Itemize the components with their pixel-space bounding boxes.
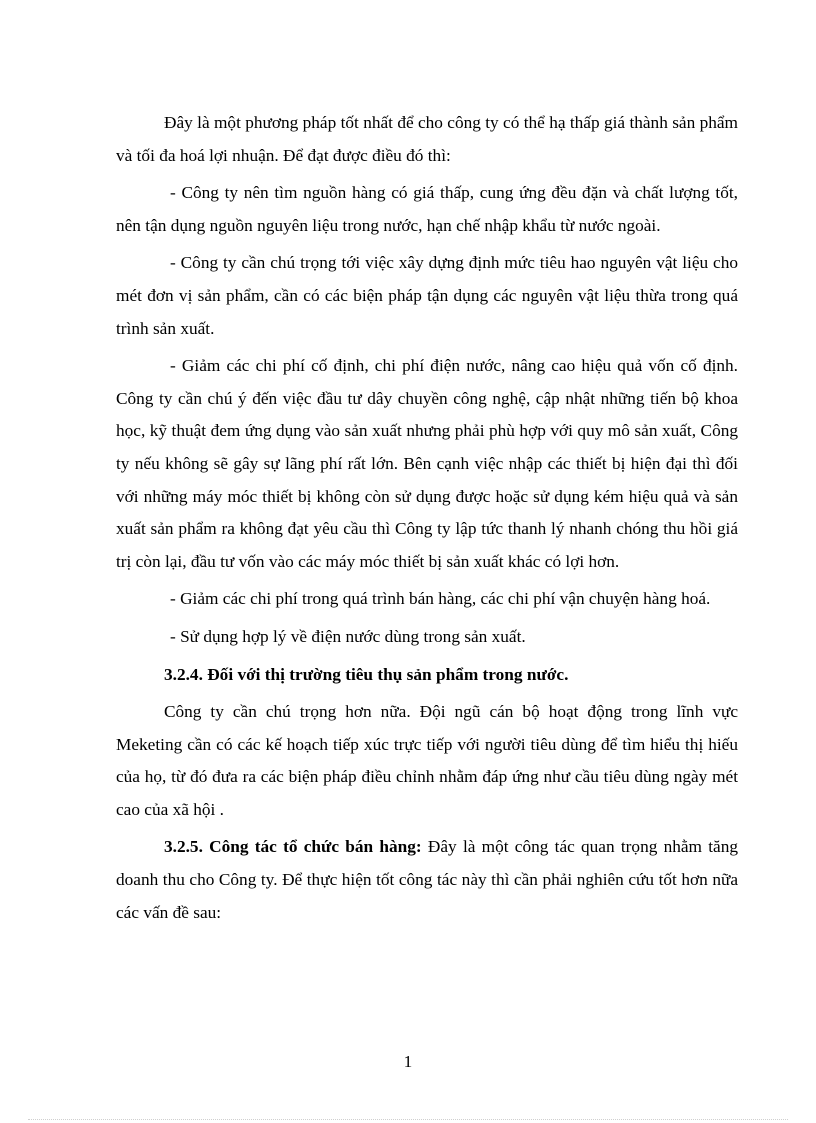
footer-divider xyxy=(28,1119,788,1120)
paragraph-bullet-sales-costs: - Giảm các chi phí trong quá trình bán hàng, các chi phí vận chuyện hàng hoá. xyxy=(170,589,711,609)
section-heading-325: 3.2.5. Công tác tổ chức bán hàng: xyxy=(164,837,422,857)
paragraph-sales-organization-text: Đây là một công tác quan trọng nhằm tăng doanh thu cho Công ty. Để thực hiện tốt công tác này thì cần phải nghiên cứu tốt hơn nữa các vấn đề sau: xyxy=(116,837,738,922)
paragraph-sales-organization xyxy=(116,831,738,929)
paragraph-bullet-materials: - Công ty cần chú trọng tới việc xây dựng định mức tiêu hao nguyên vật liệu cho mét đơn vị sản phẩm, cần có các biện pháp tận dụng các nguyên vật liệu thừa trong quá trình sản xuất. xyxy=(116,253,738,338)
section-heading-324: 3.2.4. Đối với thị trường tiêu thụ sản phẩm trong nước. xyxy=(164,664,569,684)
document-body xyxy=(116,107,738,934)
page-number: 1 xyxy=(403,1052,413,1071)
paragraph-domestic-market: Công ty cần chú trọng hơn nữa. Đội ngũ cán bộ hoạt động trong lĩnh vực Meketing cần có các kế hoạch tiếp xúc trực tiếp với người tiêu dùng để tìm hiểu thị hiếu của họ, từ đó đưa ra các biện pháp điều chỉnh nhằm đáp ứng như cầu tiêu dùng ngày mét cao của xã hội . xyxy=(116,702,738,819)
paragraph-intro: Đây là một phương pháp tốt nhất để cho công ty có thể hạ thấp giá thành sản phẩm và tối đa hoá lợi nhuận. Để đạt được điều đó thì: xyxy=(116,113,738,165)
paragraph-bullet-utilities: - Sử dụng hợp lý về điện nước dùng trong sản xuất. xyxy=(170,626,526,646)
paragraph-bullet-supply: - Công ty nên tìm nguồn hàng có giá thấp, cung ứng đều đặn và chất lượng tốt, nên tận dụng nguồn nguyên liệu trong nước, hạn chế nhập khẩu từ nước ngoài. xyxy=(116,183,738,235)
paragraph-bullet-fixed-costs: - Giảm các chi phí cố định, chi phí điện nước, nâng cao hiệu quả vốn cố định. Công ty cần chú ý đến việc đầu tư dây chuyền công nghệ, cập nhật những tiến bộ khoa học, kỹ thuật đem ứng dụng vào sản xuất nhưng phải phù hợp với quy mô sản xuất, Công ty nếu không sẽ gây sự lãng phí rất lớn. Bên cạnh việc nhập các thiết bị hiện đại thì đối với những máy móc thiết bị không còn sử dụng được hoặc sử dụng kém hiệu quả và sản xuất sản phẩm ra không đạt yêu cầu thì Công ty lập tức thanh lý nhanh chóng thu hồi giá trị còn lại, đầu tư vốn vào các máy móc thiết bị sản xuất khác có lợi hơn. xyxy=(116,356,738,571)
